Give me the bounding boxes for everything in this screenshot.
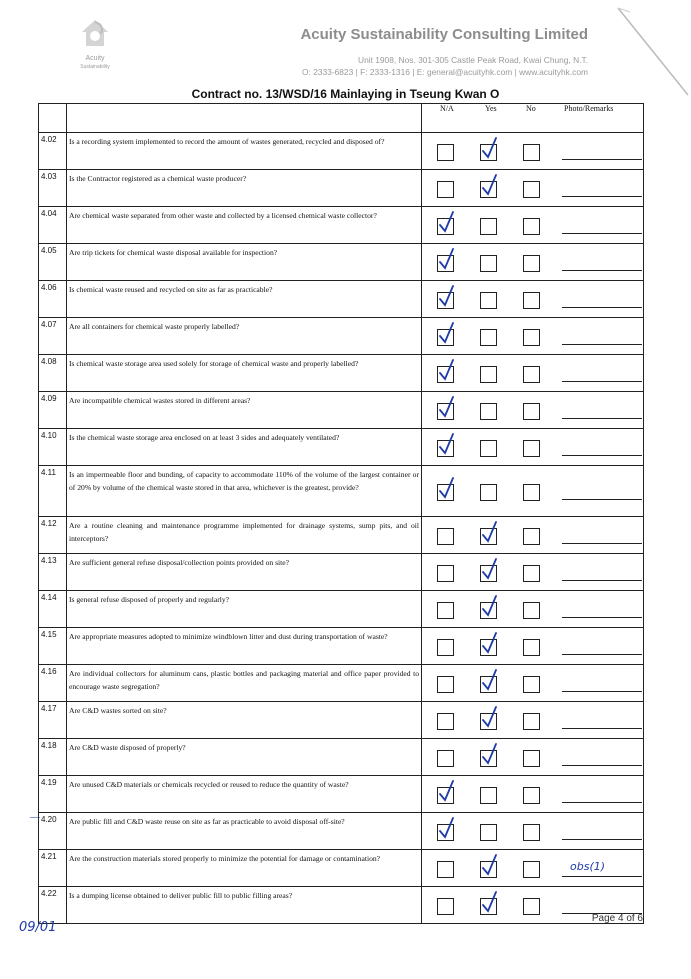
item-answer-cell — [422, 466, 644, 517]
item-question: Are all containers for chemical waste properly labelled? — [67, 318, 422, 355]
remarks-line[interactable] — [562, 455, 642, 456]
col-header-no: No — [526, 104, 536, 113]
item-answer-cell — [422, 850, 644, 887]
item-answer-cell — [422, 554, 644, 591]
checkbox-no[interactable] — [523, 565, 540, 582]
item-number: 4.20 — [39, 813, 67, 850]
checkmark-icon — [481, 174, 499, 198]
checklist-row — [39, 281, 644, 318]
checkbox-no[interactable] — [523, 440, 540, 457]
header-question-cell — [67, 104, 422, 133]
company-logo — [64, 18, 126, 76]
checkbox-no[interactable] — [523, 366, 540, 383]
checkbox-no[interactable] — [523, 898, 540, 915]
remarks-line[interactable] — [562, 839, 642, 840]
checklist-row — [39, 133, 644, 170]
checkbox-yes[interactable] — [480, 824, 497, 841]
item-number: 4.09 — [39, 392, 67, 429]
item-number: 4.08 — [39, 355, 67, 392]
item-number: 4.17 — [39, 702, 67, 739]
checkbox-yes[interactable] — [480, 218, 497, 235]
checkbox-no[interactable] — [523, 676, 540, 693]
checklist-row — [39, 392, 644, 429]
checkbox-no[interactable] — [523, 144, 540, 161]
checkbox-na[interactable] — [437, 750, 454, 767]
item-question: Are unused C&D materials or chemicals recycled or reused to reduce the quantity of waste? — [67, 776, 422, 813]
checkmark-icon — [438, 322, 456, 346]
item-question: Are C&D wastes sorted on site? — [67, 702, 422, 739]
checkmark-icon — [481, 669, 499, 693]
company-contact: O: 2333-6823 | F: 2333-1316 | E: general@acuityhk.com | www.acuityhk.com — [302, 67, 588, 77]
checkmark-icon — [481, 137, 499, 161]
item-number: 4.22 — [39, 887, 67, 924]
checkmark-icon — [438, 477, 456, 501]
item-answer-cell — [422, 429, 644, 466]
item-answer-cell — [422, 207, 644, 244]
checkbox-no[interactable] — [523, 639, 540, 656]
item-question: Are individual collectors for aluminum cans, plastic bottles and packaging material and office paper provided to encourage waste segregation? — [67, 665, 422, 702]
item-number: 4.16 — [39, 665, 67, 702]
checkbox-no[interactable] — [523, 292, 540, 309]
checklist-row — [39, 739, 644, 776]
letterhead — [0, 0, 691, 80]
remarks-line[interactable] — [562, 270, 642, 271]
item-number: 4.03 — [39, 170, 67, 207]
checklist-row — [39, 318, 644, 355]
checkmark-icon — [481, 743, 499, 767]
remarks-line[interactable] — [562, 196, 642, 197]
logo-house-icon — [80, 18, 110, 50]
checkbox-no[interactable] — [523, 861, 540, 878]
col-header-yes: Yes — [485, 104, 497, 113]
item-answer-cell — [422, 628, 644, 665]
checkmark-icon — [438, 248, 456, 272]
signature-initials: 09/01 — [19, 920, 57, 935]
item-number: 4.07 — [39, 318, 67, 355]
remarks-line[interactable] — [562, 307, 642, 308]
checkbox-na[interactable] — [437, 713, 454, 730]
item-question: Is a dumping license obtained to deliver public fill to public filling areas? — [67, 887, 422, 924]
checkbox-na[interactable] — [437, 565, 454, 582]
table-header-row — [39, 104, 644, 133]
checkbox-yes[interactable] — [480, 292, 497, 309]
checklist-row — [39, 170, 644, 207]
margin-mark: — — [30, 812, 40, 823]
item-question: Is chemical waste reused and recycled on site as far as practicable? — [67, 281, 422, 318]
remarks-line[interactable] — [562, 728, 642, 729]
company-name: Acuity Sustainability Consulting Limited — [300, 26, 588, 43]
item-answer-cell — [422, 665, 644, 702]
checklist-row — [39, 813, 644, 850]
checklist-row — [39, 887, 644, 924]
checkbox-na[interactable] — [437, 676, 454, 693]
checkbox-no[interactable] — [523, 787, 540, 804]
checkmark-icon — [481, 558, 499, 582]
header-answer-cell — [422, 104, 644, 133]
checkbox-na[interactable] — [437, 144, 454, 161]
checkmark-icon — [438, 211, 456, 235]
item-answer-cell — [422, 776, 644, 813]
logo-subtext: Sustainability — [80, 64, 110, 70]
checkbox-no[interactable] — [523, 329, 540, 346]
checkbox-yes[interactable] — [480, 484, 497, 501]
page-fold-line — [600, 0, 691, 100]
checkbox-no[interactable] — [523, 824, 540, 841]
remarks-line[interactable] — [562, 543, 642, 544]
item-question: Is general refuse disposed of properly and regularly? — [67, 591, 422, 628]
checklist-row — [39, 776, 644, 813]
remarks-line[interactable] — [562, 381, 642, 382]
item-number: 4.11 — [39, 466, 67, 517]
checkbox-yes[interactable] — [480, 366, 497, 383]
checkmark-icon — [438, 359, 456, 383]
checkmark-icon — [438, 433, 456, 457]
checklist-row — [39, 466, 644, 517]
item-question: Are appropriate measures adopted to minimize windblown litter and dust during transportation of waste? — [67, 628, 422, 665]
item-answer-cell — [422, 318, 644, 355]
item-question: Are chemical waste separated from other waste and collected by a licensed chemical waste collector? — [67, 207, 422, 244]
item-answer-cell — [422, 133, 644, 170]
handwritten-remark: obs(1) — [570, 860, 606, 873]
checkbox-yes[interactable] — [480, 403, 497, 420]
checkmark-icon — [481, 632, 499, 656]
remarks-line[interactable] — [562, 499, 642, 500]
checkbox-no[interactable] — [523, 255, 540, 272]
checklist-row — [39, 517, 644, 554]
checklist-row — [39, 207, 644, 244]
checkbox-na[interactable] — [437, 528, 454, 545]
checklist-row — [39, 702, 644, 739]
remarks-line[interactable] — [562, 418, 642, 419]
checkbox-na[interactable] — [437, 861, 454, 878]
checkbox-no[interactable] — [523, 403, 540, 420]
checkbox-na[interactable] — [437, 602, 454, 619]
checklist-row — [39, 850, 644, 887]
checkmark-icon — [438, 285, 456, 309]
checkbox-no[interactable] — [523, 750, 540, 767]
item-number: 4.05 — [39, 244, 67, 281]
checkbox-yes[interactable] — [480, 329, 497, 346]
checkmark-icon — [481, 706, 499, 730]
checkbox-no[interactable] — [523, 713, 540, 730]
item-answer-cell — [422, 813, 644, 850]
item-question: Are public fill and C&D waste reuse on site as far as practicable to avoid disposal off-site? — [67, 813, 422, 850]
checkbox-yes[interactable] — [480, 440, 497, 457]
item-answer-cell — [422, 355, 644, 392]
checklist-row — [39, 244, 644, 281]
item-answer-cell — [422, 591, 644, 628]
item-answer-cell — [422, 702, 644, 739]
item-number: 4.12 — [39, 517, 67, 554]
item-answer-cell — [422, 392, 644, 429]
checklist-row — [39, 554, 644, 591]
checkmark-icon — [438, 396, 456, 420]
checkbox-na[interactable] — [437, 898, 454, 915]
col-header-remarks: Photo/Remarks — [564, 104, 614, 113]
item-question: Is an impermeable floor and bunding, of capacity to accommodate 110% of the volume of the largest container or of 20% by volume of the chemical waste stored in that area, whichever is the greatest, provide? — [67, 466, 422, 517]
item-answer-cell — [422, 244, 644, 281]
checkbox-no[interactable] — [523, 602, 540, 619]
checklist-table — [38, 103, 644, 924]
remarks-line[interactable] — [562, 159, 642, 160]
remarks-line[interactable] — [562, 876, 642, 877]
item-question: Is a recording system implemented to record the amount of wastes generated, recycled and disposed of? — [67, 133, 422, 170]
checklist-row — [39, 429, 644, 466]
item-question: Are the construction materials stored properly to minimize the potential for damage or contamination? — [67, 850, 422, 887]
contract-title: Contract no. 13/WSD/16 Mainlaying in Tseung Kwan O — [191, 87, 500, 101]
checkbox-no[interactable] — [523, 484, 540, 501]
checkmark-icon — [481, 891, 499, 915]
item-question: Are trip tickets for chemical waste disposal available for inspection? — [67, 244, 422, 281]
item-answer-cell — [422, 739, 644, 776]
remarks-line[interactable] — [562, 344, 642, 345]
item-number: 4.14 — [39, 591, 67, 628]
checkbox-na[interactable] — [437, 639, 454, 656]
item-answer-cell — [422, 281, 644, 318]
checkmark-icon — [438, 780, 456, 804]
item-question: Are incompatible chemical wastes stored in different areas? — [67, 392, 422, 429]
item-number: 4.06 — [39, 281, 67, 318]
checkmark-icon — [481, 854, 499, 878]
checklist-row — [39, 355, 644, 392]
item-question: Are C&D waste disposed of properly? — [67, 739, 422, 776]
item-number: 4.19 — [39, 776, 67, 813]
checkbox-no[interactable] — [523, 218, 540, 235]
remarks-line[interactable] — [562, 654, 642, 655]
checkmark-icon — [481, 521, 499, 545]
item-question: Is chemical waste storage area used solely for storage of chemical waste and properly labelled? — [67, 355, 422, 392]
checkbox-na[interactable] — [437, 181, 454, 198]
checklist-row — [39, 665, 644, 702]
remarks-line[interactable] — [562, 617, 642, 618]
item-question: Is the chemical waste storage area enclosed on at least 3 sides and adequately ventilated? — [67, 429, 422, 466]
remarks-line[interactable] — [562, 233, 642, 234]
item-number: 4.02 — [39, 133, 67, 170]
item-question: Are a routine cleaning and maintenance programme implemented for drainage systems, sump pits, and oil interceptors? — [67, 517, 422, 554]
header-num-cell — [39, 104, 67, 133]
item-answer-cell — [422, 170, 644, 207]
col-header-na: N/A — [440, 104, 454, 113]
logo-text: Acuity — [85, 55, 105, 62]
checkbox-no[interactable] — [523, 181, 540, 198]
page-number: Page 4 of 6 — [591, 913, 643, 924]
item-question: Is the Contractor registered as a chemical waste producer? — [67, 170, 422, 207]
checkbox-yes[interactable] — [480, 787, 497, 804]
checklist-row — [39, 628, 644, 665]
remarks-line[interactable] — [562, 802, 642, 803]
checkmark-icon — [481, 595, 499, 619]
checkmark-icon — [438, 817, 456, 841]
remarks-line[interactable] — [562, 765, 642, 766]
item-number: 4.21 — [39, 850, 67, 887]
checkbox-yes[interactable] — [480, 255, 497, 272]
item-number: 4.18 — [39, 739, 67, 776]
company-address: Unit 1908, Nos. 301-305 Castle Peak Road, Kwai Chung, N.T. — [358, 55, 588, 65]
item-number: 4.10 — [39, 429, 67, 466]
checklist-row — [39, 591, 644, 628]
remarks-line[interactable] — [562, 691, 642, 692]
checkbox-no[interactable] — [523, 528, 540, 545]
item-number: 4.15 — [39, 628, 67, 665]
remarks-line[interactable] — [562, 580, 642, 581]
item-answer-cell — [422, 517, 644, 554]
item-number: 4.13 — [39, 554, 67, 591]
item-number: 4.04 — [39, 207, 67, 244]
item-question: Are sufficient general refuse disposal/collection points provided on site? — [67, 554, 422, 591]
